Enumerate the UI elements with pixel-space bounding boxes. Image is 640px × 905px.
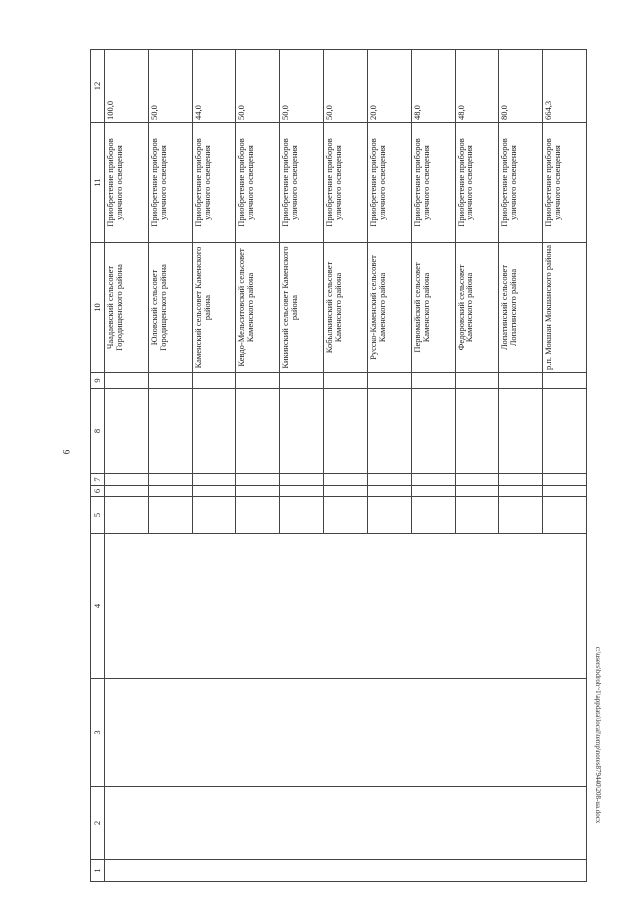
empty-cell — [367, 389, 411, 474]
empty-cell — [455, 497, 499, 534]
empty-cell — [455, 474, 499, 486]
rotated-page — [90, 50, 587, 882]
merged-cell — [105, 679, 587, 787]
empty-cell — [192, 373, 236, 389]
column-header: 5 — [91, 497, 105, 534]
empty-cell — [367, 497, 411, 534]
column-header: 9 — [91, 373, 105, 389]
empty-cell — [280, 497, 324, 534]
empty-cell — [148, 474, 192, 486]
empty-cell — [499, 497, 543, 534]
amount-cell: 50,0 — [324, 50, 368, 123]
empty-cell — [192, 497, 236, 534]
empty-cell — [543, 373, 587, 389]
empty-cell — [324, 389, 368, 474]
empty-cell — [543, 389, 587, 474]
empty-cell — [105, 474, 149, 486]
merged-cell — [105, 534, 587, 679]
empty-cell — [411, 497, 455, 534]
recipient-cell: Кевдо-Мельситовский сельсовет Каменского района — [236, 243, 280, 373]
empty-cell — [324, 497, 368, 534]
recipient-cell: Каменский сельсовет Каменского района — [192, 243, 236, 373]
empty-cell — [411, 474, 455, 486]
purpose-cell: Приобретение приборов уличного освещения — [499, 123, 543, 243]
column-header: 4 — [91, 534, 105, 679]
amount-cell: 50,0 — [148, 50, 192, 123]
empty-cell — [105, 373, 149, 389]
recipient-cell: Юловский сельсовет Городищенского района — [148, 243, 192, 373]
amount-cell: 44,0 — [192, 50, 236, 123]
empty-cell — [455, 373, 499, 389]
empty-cell — [367, 373, 411, 389]
empty-cell — [105, 389, 149, 474]
column-header: 2 — [91, 787, 105, 860]
amount-cell: 50,0 — [236, 50, 280, 123]
empty-cell — [280, 373, 324, 389]
empty-cell — [411, 373, 455, 389]
empty-cell — [411, 486, 455, 497]
empty-cell — [105, 497, 149, 534]
empty-cell — [148, 486, 192, 497]
purpose-cell: Приобретение приборов уличного освещения — [367, 123, 411, 243]
empty-cell — [499, 389, 543, 474]
empty-cell — [236, 474, 280, 486]
recipient-cell: Лопатинский сельсовет Лопатинского района — [499, 243, 543, 373]
amount-cell: 80,0 — [499, 50, 543, 123]
file-path-footer: c:\users\bdroh~1\appdata\local\temp\notes879440\208-ua.docx — [594, 646, 602, 824]
empty-cell — [280, 389, 324, 474]
empty-cell — [324, 373, 368, 389]
column-header: 12 — [91, 50, 105, 123]
amount-cell: 48,0 — [411, 50, 455, 123]
recipient-cell: Кикинский сельсовет Каменского района — [280, 243, 324, 373]
amount-cell: 100,0 — [105, 50, 149, 123]
column-header: 8 — [91, 389, 105, 474]
empty-cell — [236, 486, 280, 497]
empty-cell — [192, 474, 236, 486]
recipient-cell: р.п. Мокшан Мокшанского района — [543, 243, 587, 373]
amount-cell: 48,0 — [455, 50, 499, 123]
empty-cell — [543, 497, 587, 534]
purpose-cell: Приобретение приборов уличного освещения — [192, 123, 236, 243]
empty-cell — [148, 373, 192, 389]
empty-cell — [280, 486, 324, 497]
empty-cell — [455, 389, 499, 474]
empty-cell — [455, 486, 499, 497]
column-header: 1 — [91, 860, 105, 882]
purpose-cell: Приобретение приборов уличного освещения — [148, 123, 192, 243]
purpose-cell: Приобретение приборов уличного освещения — [236, 123, 280, 243]
amount-cell: 20,0 — [367, 50, 411, 123]
empty-cell — [543, 486, 587, 497]
empty-cell — [499, 373, 543, 389]
recipient-cell: Федоровский сельсовет Каменского района — [455, 243, 499, 373]
column-header: 11 — [91, 123, 105, 243]
empty-cell — [411, 389, 455, 474]
empty-cell — [236, 373, 280, 389]
empty-cell — [367, 474, 411, 486]
column-header: 10 — [91, 243, 105, 373]
empty-cell — [543, 474, 587, 486]
empty-cell — [324, 474, 368, 486]
column-header: 7 — [91, 474, 105, 486]
purpose-cell: Приобретение приборов уличного освещения — [411, 123, 455, 243]
purpose-cell: Приобретение приборов уличного освещения — [280, 123, 324, 243]
merged-cell — [105, 787, 587, 860]
empty-cell — [280, 474, 324, 486]
merged-cell — [105, 860, 587, 882]
recipient-cell: Русско-Каменский сельсовет Каменского района — [367, 243, 411, 373]
purpose-cell: Приобретение приборов уличного освещения — [324, 123, 368, 243]
column-header: 6 — [91, 486, 105, 497]
recipient-cell: Первомайский сельсовет Каменского района — [411, 243, 455, 373]
amount-cell: 664,3 — [543, 50, 587, 123]
purpose-cell: Приобретение приборов уличного освещения — [455, 123, 499, 243]
header-row — [91, 50, 105, 882]
table-container — [90, 50, 587, 882]
empty-cell — [148, 389, 192, 474]
empty-cell — [236, 497, 280, 534]
empty-cell — [367, 486, 411, 497]
funding-table — [90, 49, 587, 882]
amount-cell: 50,0 — [280, 50, 324, 123]
page-number: 9 — [61, 449, 71, 455]
empty-cell — [192, 389, 236, 474]
purpose-cell: Приобретение приборов уличного освещения — [543, 123, 587, 243]
empty-cell — [236, 389, 280, 474]
empty-cell — [324, 486, 368, 497]
empty-cell — [105, 486, 149, 497]
recipient-cell: Чаадаевский сельсовет Городищенского района — [105, 243, 149, 373]
empty-cell — [499, 474, 543, 486]
purpose-cell: Приобретение приборов уличного освещения — [105, 123, 149, 243]
table-row — [105, 50, 149, 882]
empty-cell — [192, 486, 236, 497]
recipient-cell: Кобылкинский сельсовет Каменского района — [324, 243, 368, 373]
empty-cell — [499, 486, 543, 497]
empty-cell — [148, 497, 192, 534]
column-header: 3 — [91, 679, 105, 787]
